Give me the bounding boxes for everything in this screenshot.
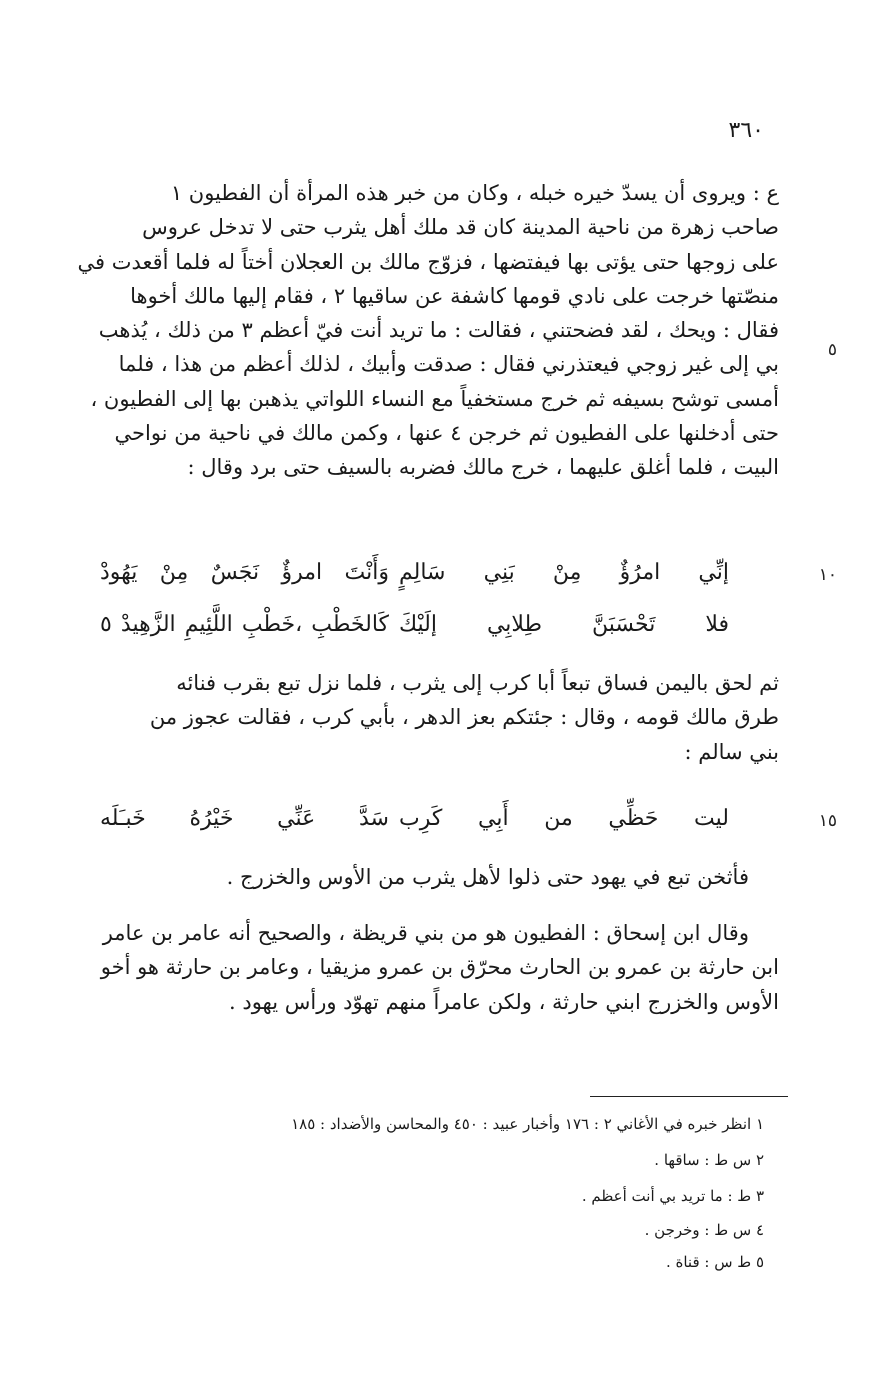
text-line: ثم لحق باليمن فساق تبعاً أبا كرب إلى يثرب ، فلما نزل تبع بقرب فنائه xyxy=(176,671,779,695)
text-line: بني سالم : xyxy=(684,739,779,764)
verse-line xyxy=(100,612,779,652)
verse-hemistich-second: وَأَنْتَ امرؤٌ نَجَسٌ مِنْ يَهُودْ xyxy=(100,560,389,585)
verse-hemistich-first: ليت حَظِّي من أَبِي كَرِب xyxy=(399,806,729,831)
line-number-10: ١٠ xyxy=(818,565,837,585)
text-line: طرق مالك قومه ، وقال : جئتكم بعز الدهر ، بأبي كرب ، فقالت عجوز من xyxy=(149,705,779,730)
text-line: على زوجها حتى يؤتى بها فيفتضها ، فزوّج مالك بن العجلان أختاً له فلما أقعدت في xyxy=(77,249,779,274)
text-line: فأثخن تبع في يهود حتى ذلوا لأهل يثرب من الأوس والخزرج . xyxy=(226,865,749,889)
paragraph-4 xyxy=(100,916,779,1019)
paragraph-2 xyxy=(100,666,779,769)
footnote: ٤ س ط : وخرجن . xyxy=(644,1221,764,1239)
paragraph-1 xyxy=(77,176,779,485)
verse-hemistich-first: فلا تَحْسَبَنَّ طِلابِي إلَيْكَ xyxy=(399,612,729,637)
footnote: ٢ س ط : ساقها . xyxy=(654,1151,764,1169)
paragraph-3 xyxy=(100,860,779,894)
footnote: ١ انظر خبره في الأغاني ٢ : ١٧٦ وأخبار عبيد : ٤٥٠ والمحاسن والأضداد : ١٨٥ xyxy=(291,1115,764,1133)
page-number: ٣٦٠ xyxy=(728,118,764,143)
text-line: الأوس والخزرج ابني حارثة ، ولكن عامراً منهم تهوّد ورأس يهود . xyxy=(229,989,779,1014)
text-line: حتى أدخلنها على الفطيون ثم خرجن ٤ عنها ، وكمن مالك في ناحية من نواحي xyxy=(114,421,779,446)
text-line: صاحب زهرة من ناحية المدينة كان قد ملك أهل يثرب حتى لا تدخل عروس xyxy=(142,215,779,240)
verse-hemistich-second: كَالخَطْبِ ،خَطْبِ اللَّئِيمِ الزَّهِيدْ ٥ xyxy=(100,612,389,637)
text-line: منصّتها خرجت على نادي قومها كاشفة عن ساقيها ٢ ، فقام إليها مالك أخوها xyxy=(130,283,779,308)
text-line: أمسى توشح بسيفه ثم خرج مستخفياً مع النساء اللواتي يذهبن بها إلى الفطيون ، xyxy=(90,386,779,411)
verse-hemistich-second: سَدَّ عَنِّي خَيْرُهُ خَبـَلَه xyxy=(100,806,389,831)
footnote: ٥ ط س : قناة . xyxy=(665,1253,764,1271)
line-number-5: ٥ xyxy=(827,340,837,360)
text-line: ع : ويروى أن يسدّ خيره خبله ، وكان من خبر هذه المرأة أن الفطيون ١ xyxy=(170,181,779,205)
text-line: بي إلى غير زوجي فيعتذرني فقال : صدقت وأبيك ، لذلك أعظم من هذا ، فلما xyxy=(118,352,779,377)
text-line: وقال ابن إسحاق : الفطيون هو من بني قريظة ، والصحيح أنه عامر بن عامر xyxy=(102,921,749,945)
footnote: ٣ ط : ما تريد بي أنت أعظم . xyxy=(581,1187,764,1205)
text-line: فقال : ويحك ، لقد فضحتني ، فقالت : ما تريد أنت فيّ أعظم ٣ من ذلك ، يُذهب xyxy=(98,318,779,343)
verse-line xyxy=(100,806,779,846)
verse-hemistich-first: إنِّي امرُؤٌ مِنْ بَنِي سَالِمٍ xyxy=(399,560,729,585)
text-line: البيت ، فلما أغلق عليهما ، خرج مالك فضربه بالسيف حتى برد وقال : xyxy=(187,455,779,480)
text-line: ابن حارثة بن عمرو بن الحارث محرّق بن عمرو مزيقيا ، وعامر بن حارثة هو أخو xyxy=(100,955,779,980)
line-number-15: ١٥ xyxy=(818,811,837,831)
verse-line xyxy=(100,560,779,600)
footnote-separator xyxy=(590,1096,788,1097)
